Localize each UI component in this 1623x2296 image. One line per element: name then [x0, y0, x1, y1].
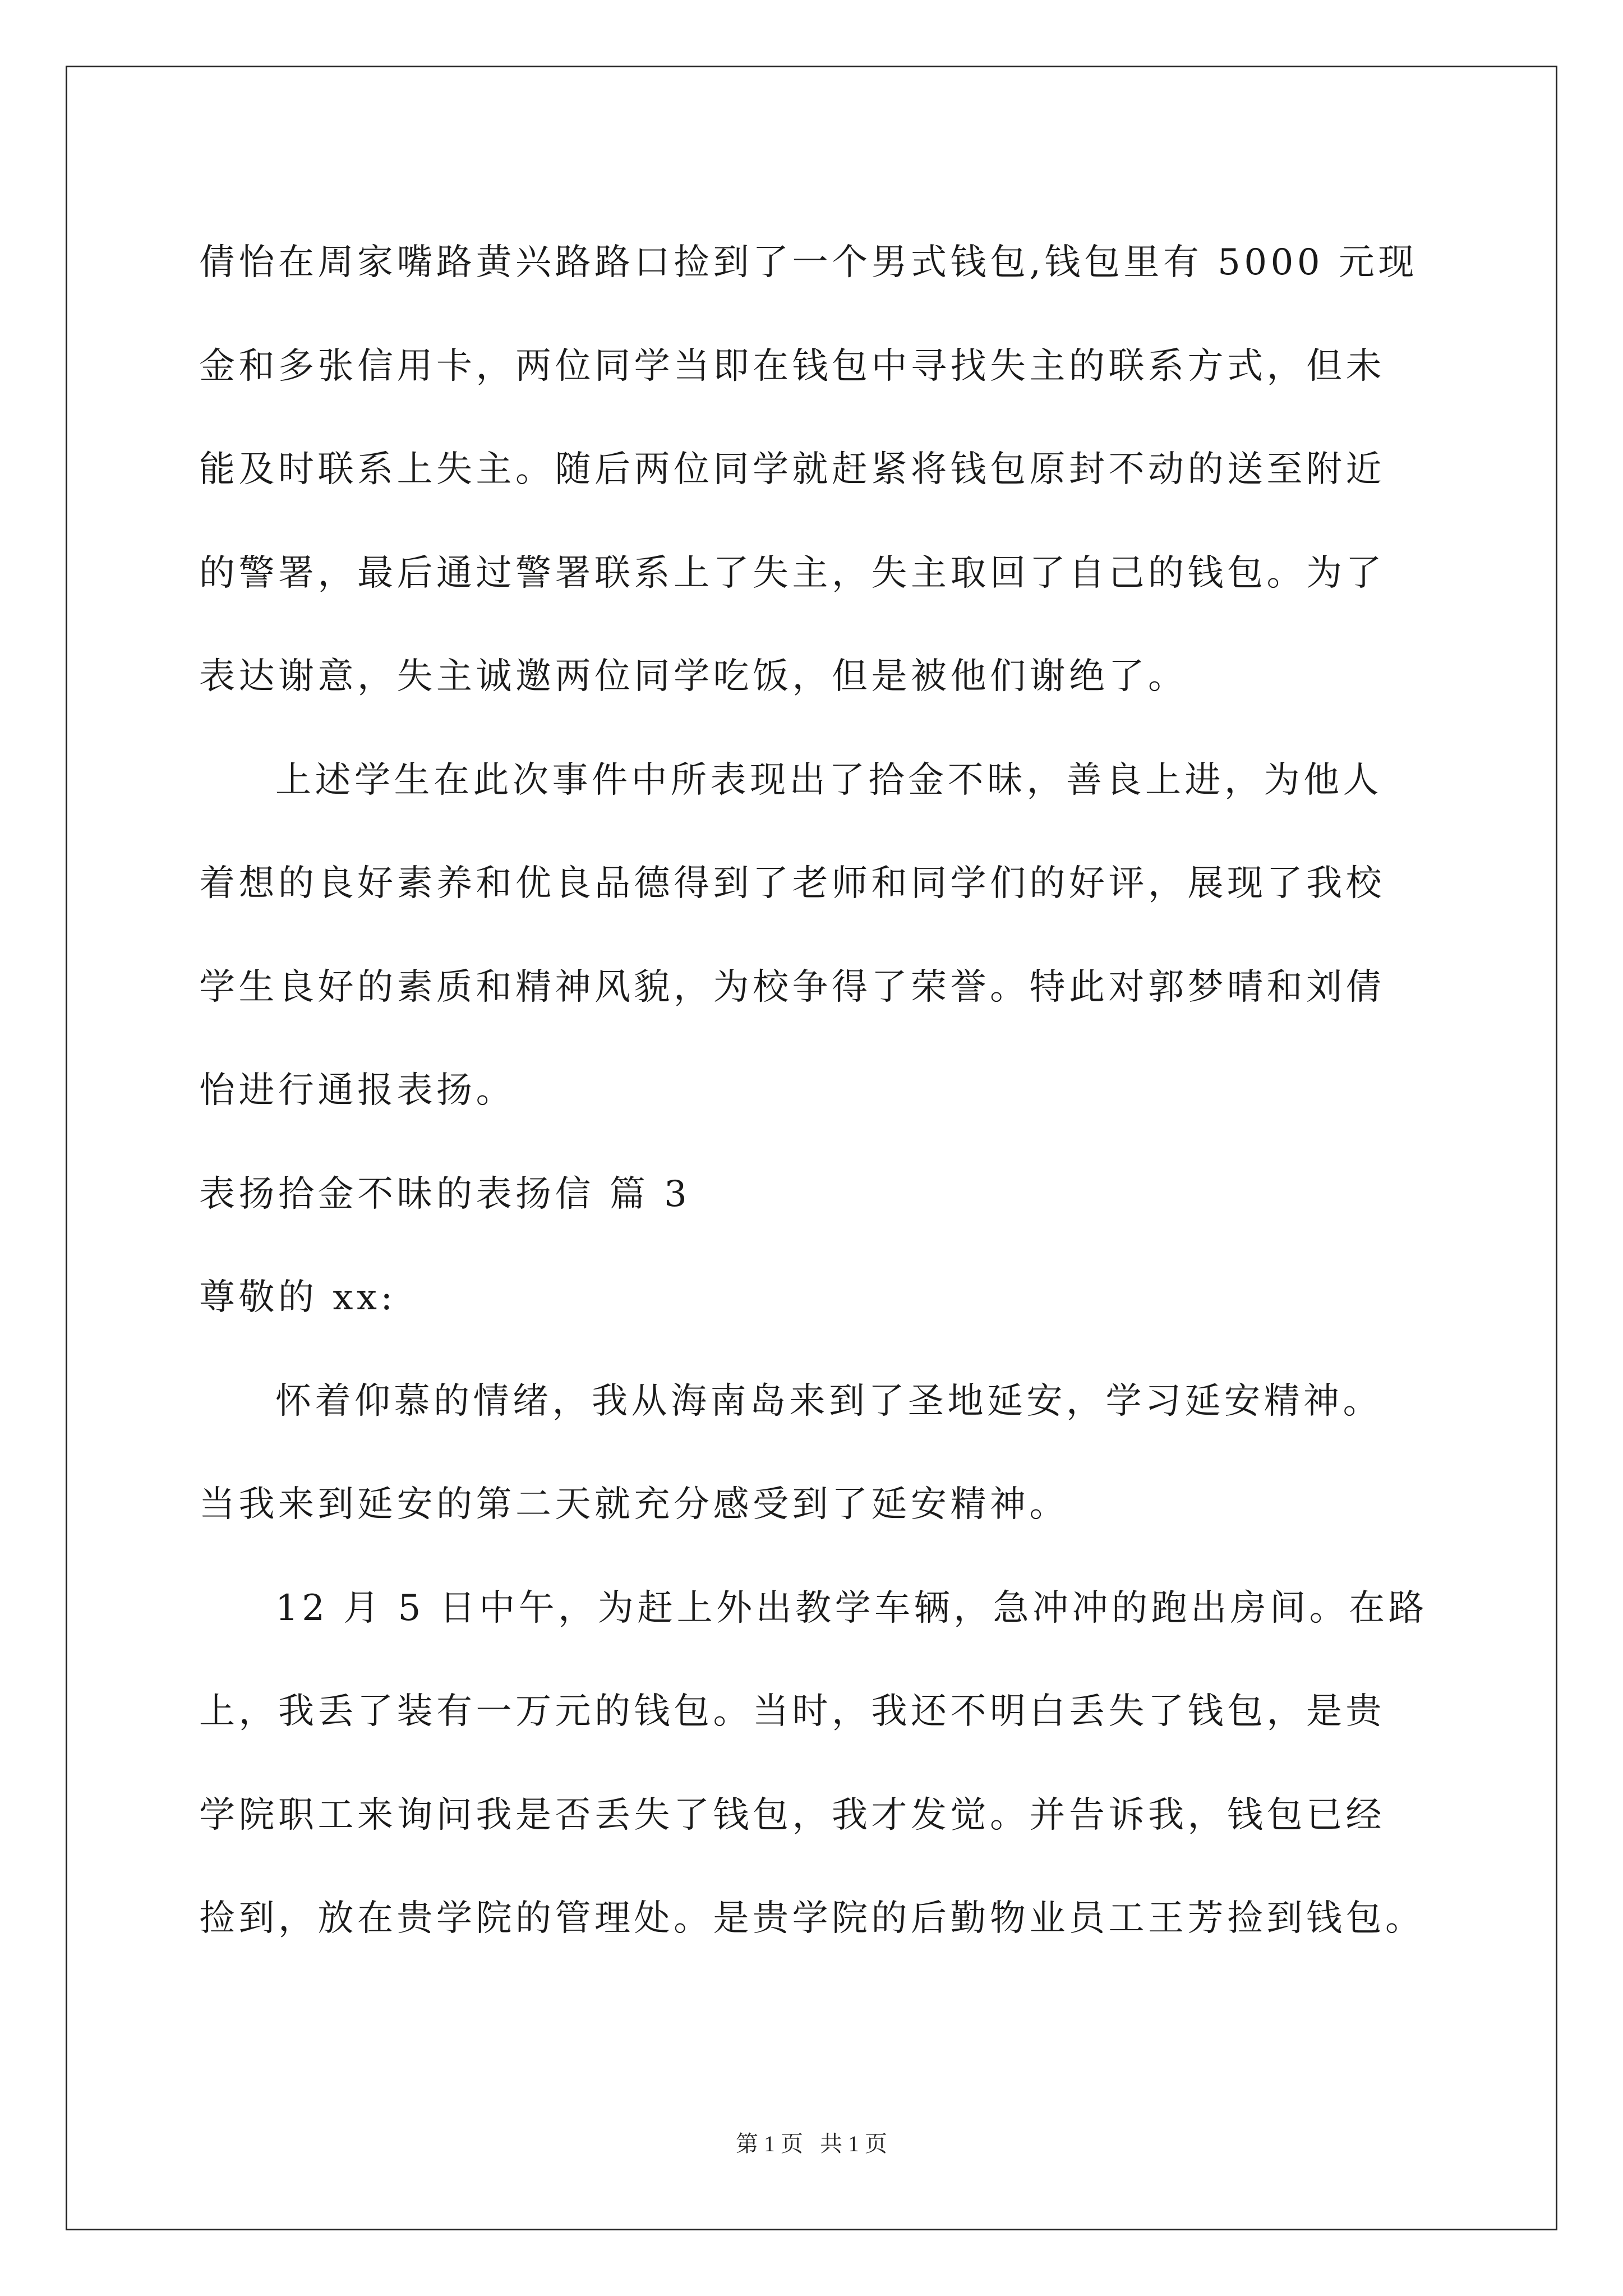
- paragraph-start-line: 怀着仰慕的情绪，我从海南岛来到了圣地延安，学习延安精神。: [275, 1380, 1382, 1422]
- paragraph-start-line: 12 月 5 日中午，为赶上外出教学车辆，急冲冲的跑出房间。在路: [275, 1587, 1428, 1629]
- text-line: 怡进行通报表扬。: [199, 1070, 515, 1111]
- document-body: [199, 211, 1427, 1971]
- section-heading: 表扬拾金不昧的表扬信 篇 3: [199, 1173, 691, 1215]
- text-line: 上，我丢了装有一万元的钱包。当时，我还不明白丢失了钱包，是贵: [199, 1691, 1385, 1732]
- paragraph-start-line: 上述学生在此次事件中所表现出了拾金不昧，善良上进，为他人: [275, 759, 1382, 801]
- text-line: 的警署，最后通过警署联系上了失主，失主取回了自己的钱包。为了: [199, 552, 1385, 594]
- text-line: 捡到，放在贵学院的管理处。是贵学院的后勤物业员工王芳捡到钱包。: [199, 1898, 1425, 1939]
- page-number-footer: 第 1 页 共 1 页: [736, 2131, 887, 2156]
- text-line: 学生良好的素质和精神风貌，为校争得了荣誉。特此对郭梦晴和刘倩: [199, 966, 1385, 1008]
- text-line: 表达谢意，失主诚邀两位同学吃饭，但是被他们谢绝了。: [199, 656, 1188, 697]
- text-line: 倩怡在周家嘴路黄兴路路口捡到了一个男式钱包,钱包里有 5000 元现: [199, 242, 1418, 283]
- text-line: 学院职工来询问我是否丢失了钱包，我才发觉。并告诉我，钱包已经: [199, 1794, 1385, 1836]
- salutation: 尊敬的 xx:: [199, 1277, 396, 1318]
- text-line: 着想的良好素养和优良品德得到了老师和同学们的好评，展现了我校: [199, 863, 1385, 904]
- text-line: 当我来到延安的第二天就充分感受到了延安精神。: [199, 1484, 1069, 1525]
- text-line: 能及时联系上失主。随后两位同学就赶紧将钱包原封不动的送至附近: [199, 449, 1385, 490]
- text-line: 金和多张信用卡，两位同学当即在钱包中寻找失主的联系方式，但未: [199, 345, 1385, 387]
